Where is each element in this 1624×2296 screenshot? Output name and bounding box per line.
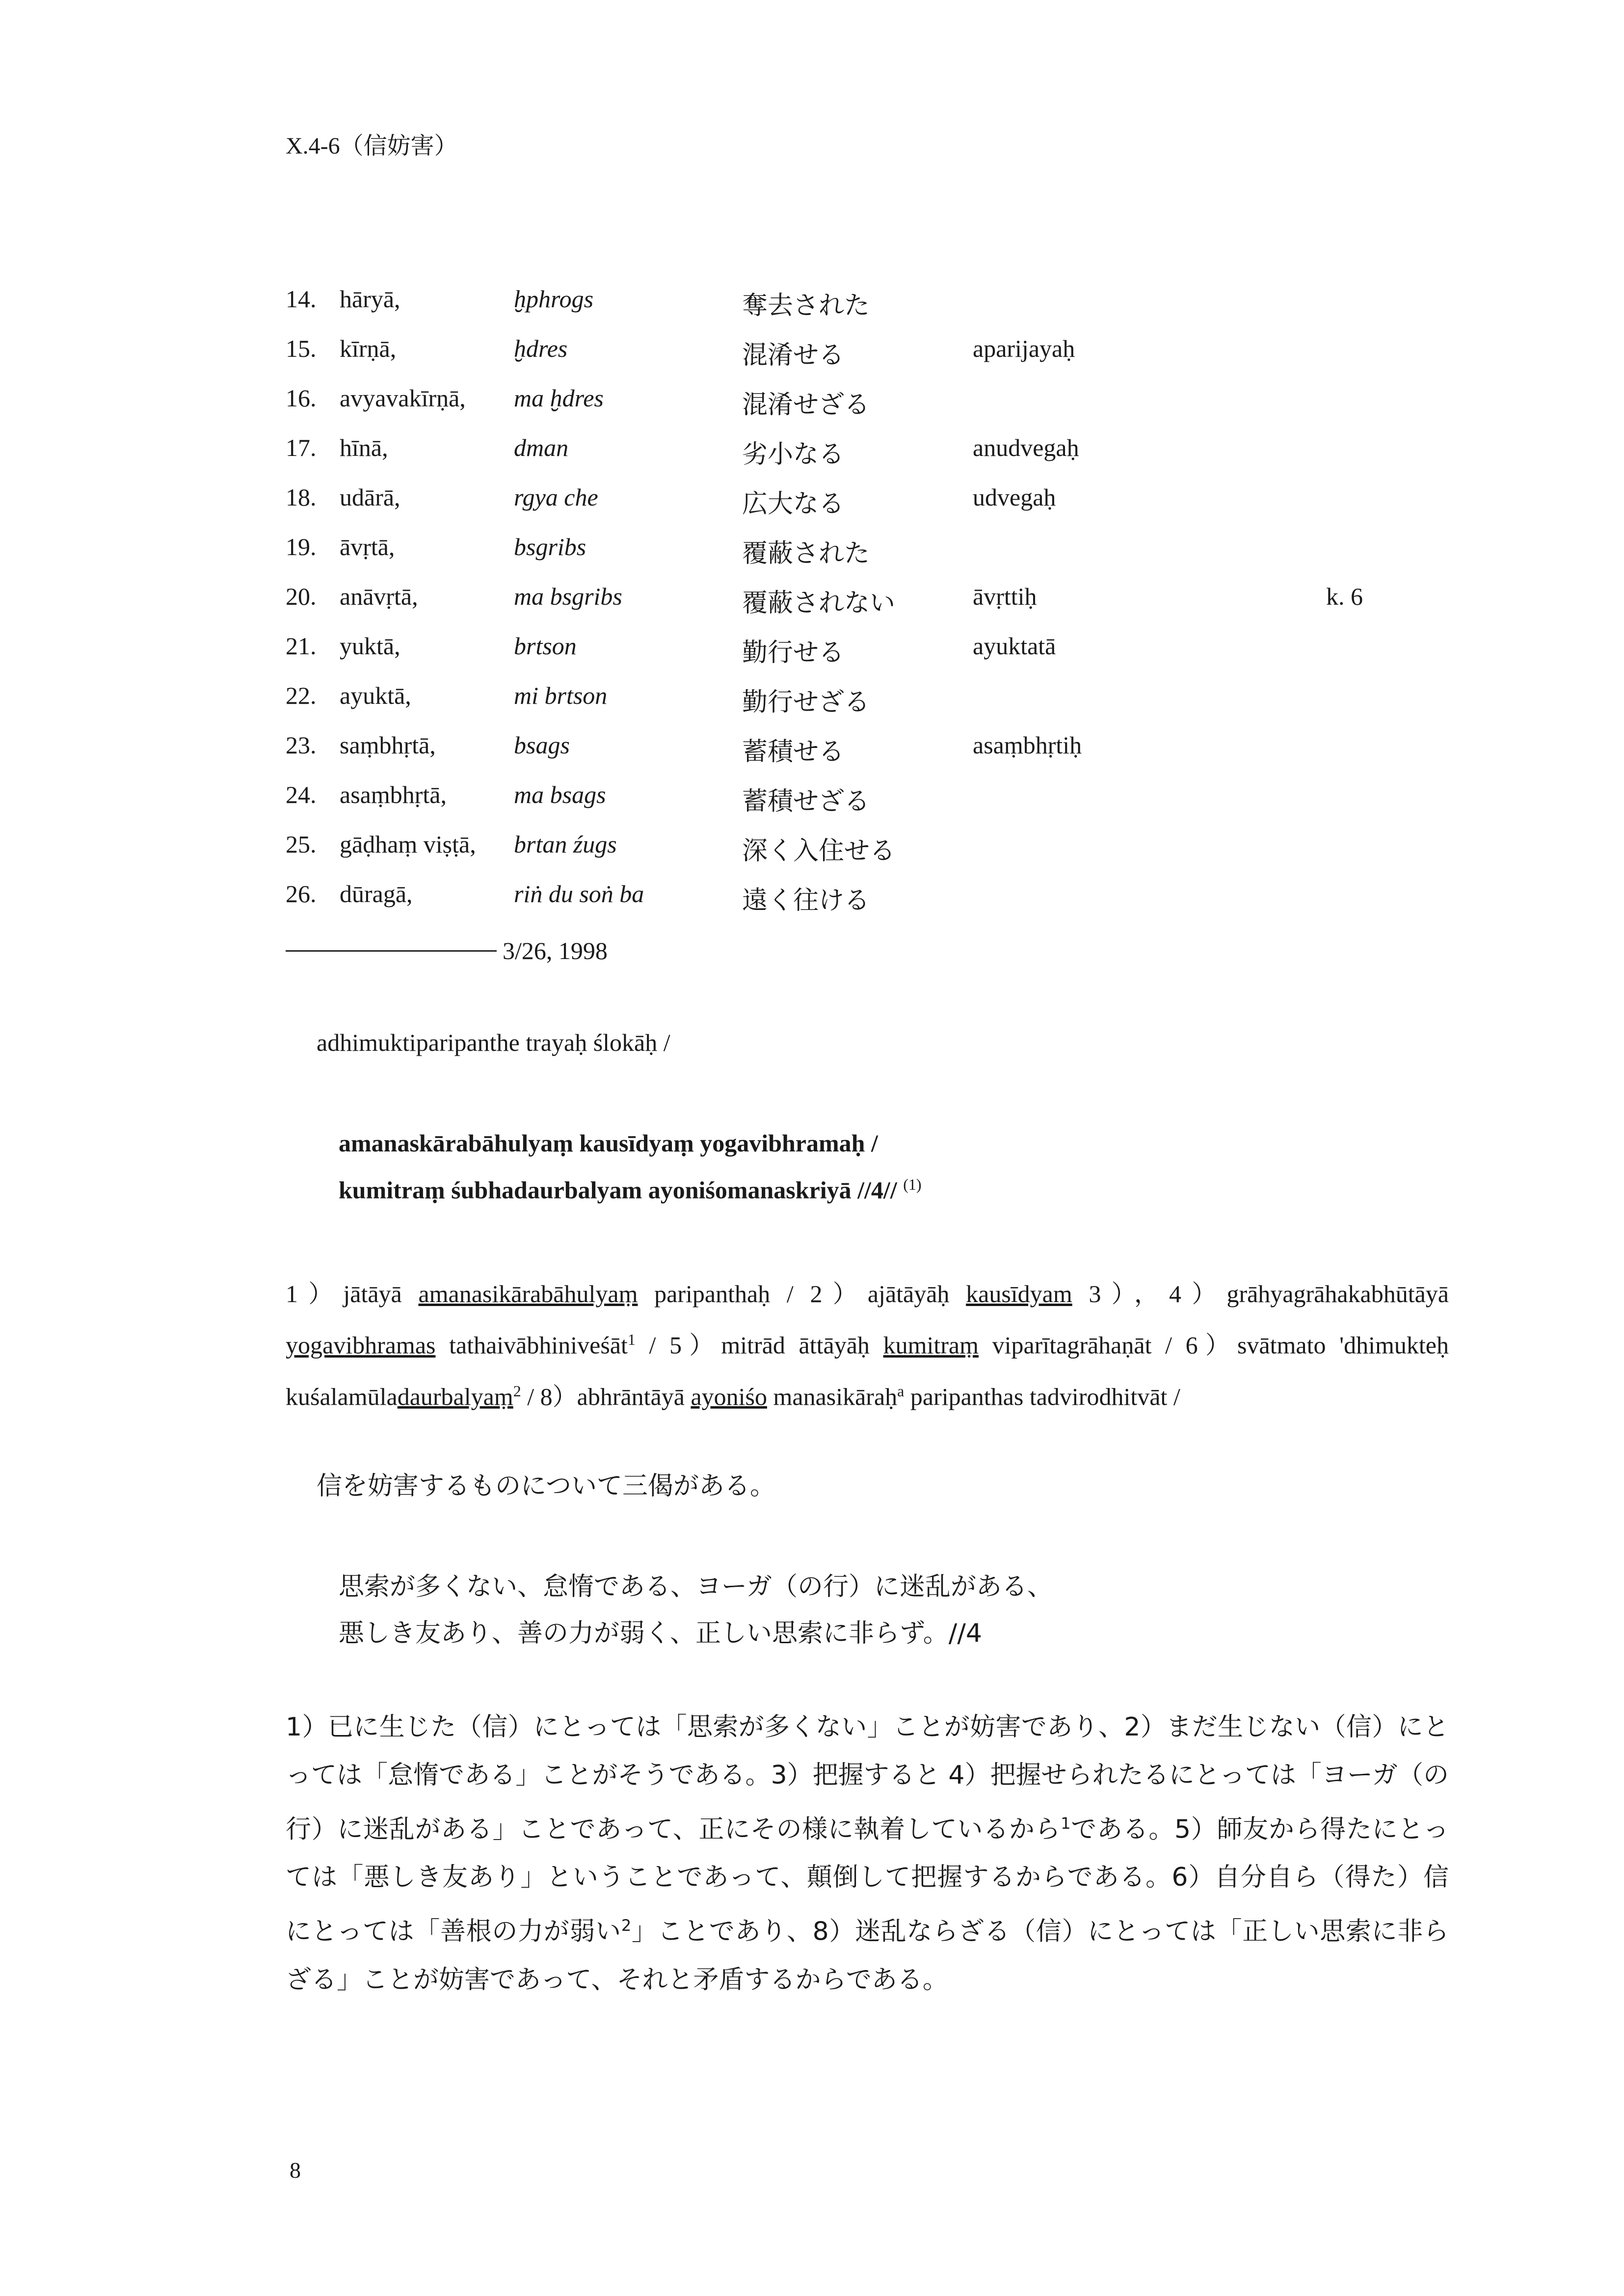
footnote-mark: 1: [1061, 1814, 1071, 1833]
date-line: [286, 936, 608, 965]
japanese-term: 遠く往ける: [742, 886, 870, 915]
date-text: 3/26, 1998: [503, 937, 608, 964]
japanese-verse-line-2: 悪しき友あり、善の力が弱く、正しい思索に非らず。//4: [339, 1619, 982, 1648]
vocab-number: 25.: [286, 830, 317, 858]
underlined-term: amanasikārabāhulyaṃ: [418, 1280, 638, 1308]
sanskrit-term: āvṛtā,: [340, 533, 395, 561]
sanskrit-term: avyavakīrṇā,: [340, 384, 466, 412]
intro-line: adhimuktiparipanthe trayaḥ ślokāḥ /: [317, 1029, 670, 1056]
alternate-term: udvegaḥ: [973, 483, 1056, 511]
reference: k. 6: [1326, 583, 1363, 610]
vocabulary-list: [286, 285, 1414, 929]
japanese-term: 混淆せざる: [742, 390, 870, 420]
vocab-row: [286, 731, 1414, 780]
verse-line-1: amanaskārabāhulyaṃ kausīdyaṃ yogavibhramaḥ /: [339, 1129, 878, 1157]
text-segment: である。5）師友から得たにとっては「悪しき友あり」ということであって、顛倒して把握するからである。6）自分自ら（得た）信にとっては「善根の力が弱い: [286, 1815, 1449, 1947]
text-segment: 1）jātāyā: [286, 1280, 419, 1308]
sanskrit-term: anāvṛtā,: [340, 583, 418, 610]
alternate-term: asaṃbhṛtiḥ: [973, 731, 1082, 759]
tibetan-term: ma ḫdres: [514, 384, 604, 412]
vocab-row: [286, 483, 1414, 533]
sanskrit-term: hīnā,: [340, 434, 388, 461]
vocab-number: 19.: [286, 533, 317, 561]
footnote-mark: 2: [513, 1382, 521, 1400]
horizontal-rule: [286, 950, 497, 952]
text-segment: viparītagrāhaṇāt / 6）svātmato 'dhimukteḥ kuśalamūla: [286, 1331, 1449, 1411]
japanese-term: 奪去された: [742, 291, 870, 320]
sanskrit-term: hāryā,: [340, 285, 400, 313]
tibetan-term: bsgribs: [514, 533, 586, 561]
japanese-term: 混淆せる: [742, 341, 845, 370]
japanese-term: 覆蔽されない: [742, 588, 896, 618]
underlined-term: daurbalyaṃ: [397, 1383, 513, 1411]
text-segment: paripanthaḥ / 2）ajātāyāḥ: [638, 1280, 966, 1308]
text-segment: / 8）abhrāntāyā: [521, 1383, 691, 1411]
tibetan-term: brtan źugs: [514, 830, 617, 858]
vocab-number: 14.: [286, 285, 317, 313]
alternate-term: āvṛttiḥ: [973, 583, 1037, 610]
vocab-row: [286, 334, 1414, 384]
underlined-term: yogavibhramas: [286, 1331, 436, 1359]
underlined-term: ayoniśo: [691, 1383, 767, 1411]
underlined-term: kumitraṃ: [883, 1331, 979, 1359]
vocab-number: 22.: [286, 682, 317, 709]
footnote-mark: 1: [627, 1331, 636, 1348]
vocab-number: 15.: [286, 335, 317, 362]
vocab-number: 20.: [286, 583, 317, 610]
tibetan-term: dman: [514, 434, 569, 461]
vocab-number: 17.: [286, 434, 317, 461]
japanese-term: 覆蔽された: [742, 539, 870, 568]
japanese-verse-line-1: 思索が多くない、怠惰である、ヨーガ（の行）に迷乱がある、: [339, 1572, 1053, 1602]
vocab-number: 24.: [286, 781, 317, 808]
tibetan-term: bsags: [514, 731, 570, 759]
vocab-number: 26.: [286, 880, 317, 908]
sanskrit-term: udārā,: [340, 483, 400, 511]
alternate-term: ayuktatā: [973, 632, 1056, 660]
sanskrit-term: dūragā,: [340, 880, 413, 908]
underlined-term: kausīdyam: [966, 1280, 1072, 1308]
page-number: 8: [290, 2158, 301, 2183]
vocab-number: 18.: [286, 483, 317, 511]
japanese-term: 勤行せざる: [742, 688, 870, 717]
vocab-row: [286, 582, 1414, 632]
text-segment: manasikāraḥ: [767, 1383, 898, 1411]
tibetan-term: ḫphrogs: [514, 285, 594, 313]
tibetan-term: ma bsgribs: [514, 583, 622, 610]
verse-line-2: [339, 1175, 922, 1204]
vocab-row: [286, 384, 1414, 433]
tibetan-term: ḫdres: [514, 335, 568, 362]
footnote-mark: 2: [621, 1916, 632, 1935]
verse-footnote-mark: (1): [903, 1175, 922, 1193]
vocab-number: 23.: [286, 731, 317, 759]
sanskrit-term: yuktā,: [340, 632, 400, 660]
vocab-row: [286, 285, 1414, 334]
text-segment: 」ことであり、8）迷乱ならざる（信）にとっては「正しい思索に非らざる」ことが妨害であって、それと矛盾するからである。: [286, 1917, 1449, 1995]
tibetan-term: ma bsags: [514, 781, 606, 808]
japanese-heading: 信を妨害するものについて三偈がある。: [317, 1471, 775, 1501]
japanese-term: 蓄積せざる: [742, 787, 870, 816]
alternate-term: aparijayaḥ: [973, 335, 1075, 362]
verse-line-2-text: kumitraṃ śubhadaurbalyam ayoniśomanaskriyā //4//: [339, 1176, 897, 1204]
sanskrit-term: gāḍhaṃ viṣṭā,: [340, 830, 476, 858]
japanese-term: 劣小なる: [742, 440, 845, 469]
sanskrit-term: asaṃbhṛtā,: [340, 781, 447, 808]
vocab-row: [286, 681, 1414, 731]
sanskrit-commentary: [286, 1271, 1449, 1419]
sanskrit-term: saṃbhṛtā,: [340, 731, 436, 759]
japanese-term: 勤行せる: [742, 638, 845, 667]
vocab-row: [286, 433, 1414, 483]
tibetan-term: riṅ du soṅ ba: [514, 880, 644, 908]
tibetan-term: mi brtson: [514, 682, 608, 709]
footnote-mark: a: [897, 1382, 905, 1400]
page-header: X.4-6（信妨害）: [286, 133, 458, 159]
vocab-number: 16.: [286, 384, 317, 412]
text-segment: paripanthas tadvirodhitvāt /: [904, 1383, 1180, 1411]
vocab-row: [286, 533, 1414, 582]
vocab-row: [286, 880, 1414, 929]
alternate-term: anudvegaḥ: [973, 434, 1079, 461]
japanese-term: 広大なる: [742, 489, 845, 519]
text-segment: tathaivābhiniveśāt: [435, 1331, 628, 1359]
tibetan-term: brtson: [514, 632, 577, 660]
text-segment: 3），4）grāhyagrāhakabhūtāyā: [1072, 1280, 1449, 1308]
text-segment: 1）已に生じた（信）にとっては「思索が多くない」ことが妨害であり、2）まだ生じない（信）にとっては「怠惰である」ことがそうである。3）把握すると 4）把握せられたるにとっては「ヨーガ（の行）に迷乱がある」ことであって、正にその様に執着しているから: [286, 1712, 1449, 1844]
vocab-row: [286, 632, 1414, 681]
text-segment: / 5）mitrād āttāyāḥ: [635, 1331, 883, 1359]
tibetan-term: rgya che: [514, 483, 598, 511]
vocab-number: 21.: [286, 632, 317, 660]
sanskrit-term: kīrṇā,: [340, 335, 397, 362]
japanese-term: 蓄積せる: [742, 737, 845, 767]
sanskrit-term: ayuktā,: [340, 682, 411, 709]
vocab-row: [286, 780, 1414, 830]
vocab-row: [286, 830, 1414, 880]
japanese-term: 深く入住せる: [742, 836, 896, 866]
japanese-commentary: [286, 1703, 1449, 2004]
